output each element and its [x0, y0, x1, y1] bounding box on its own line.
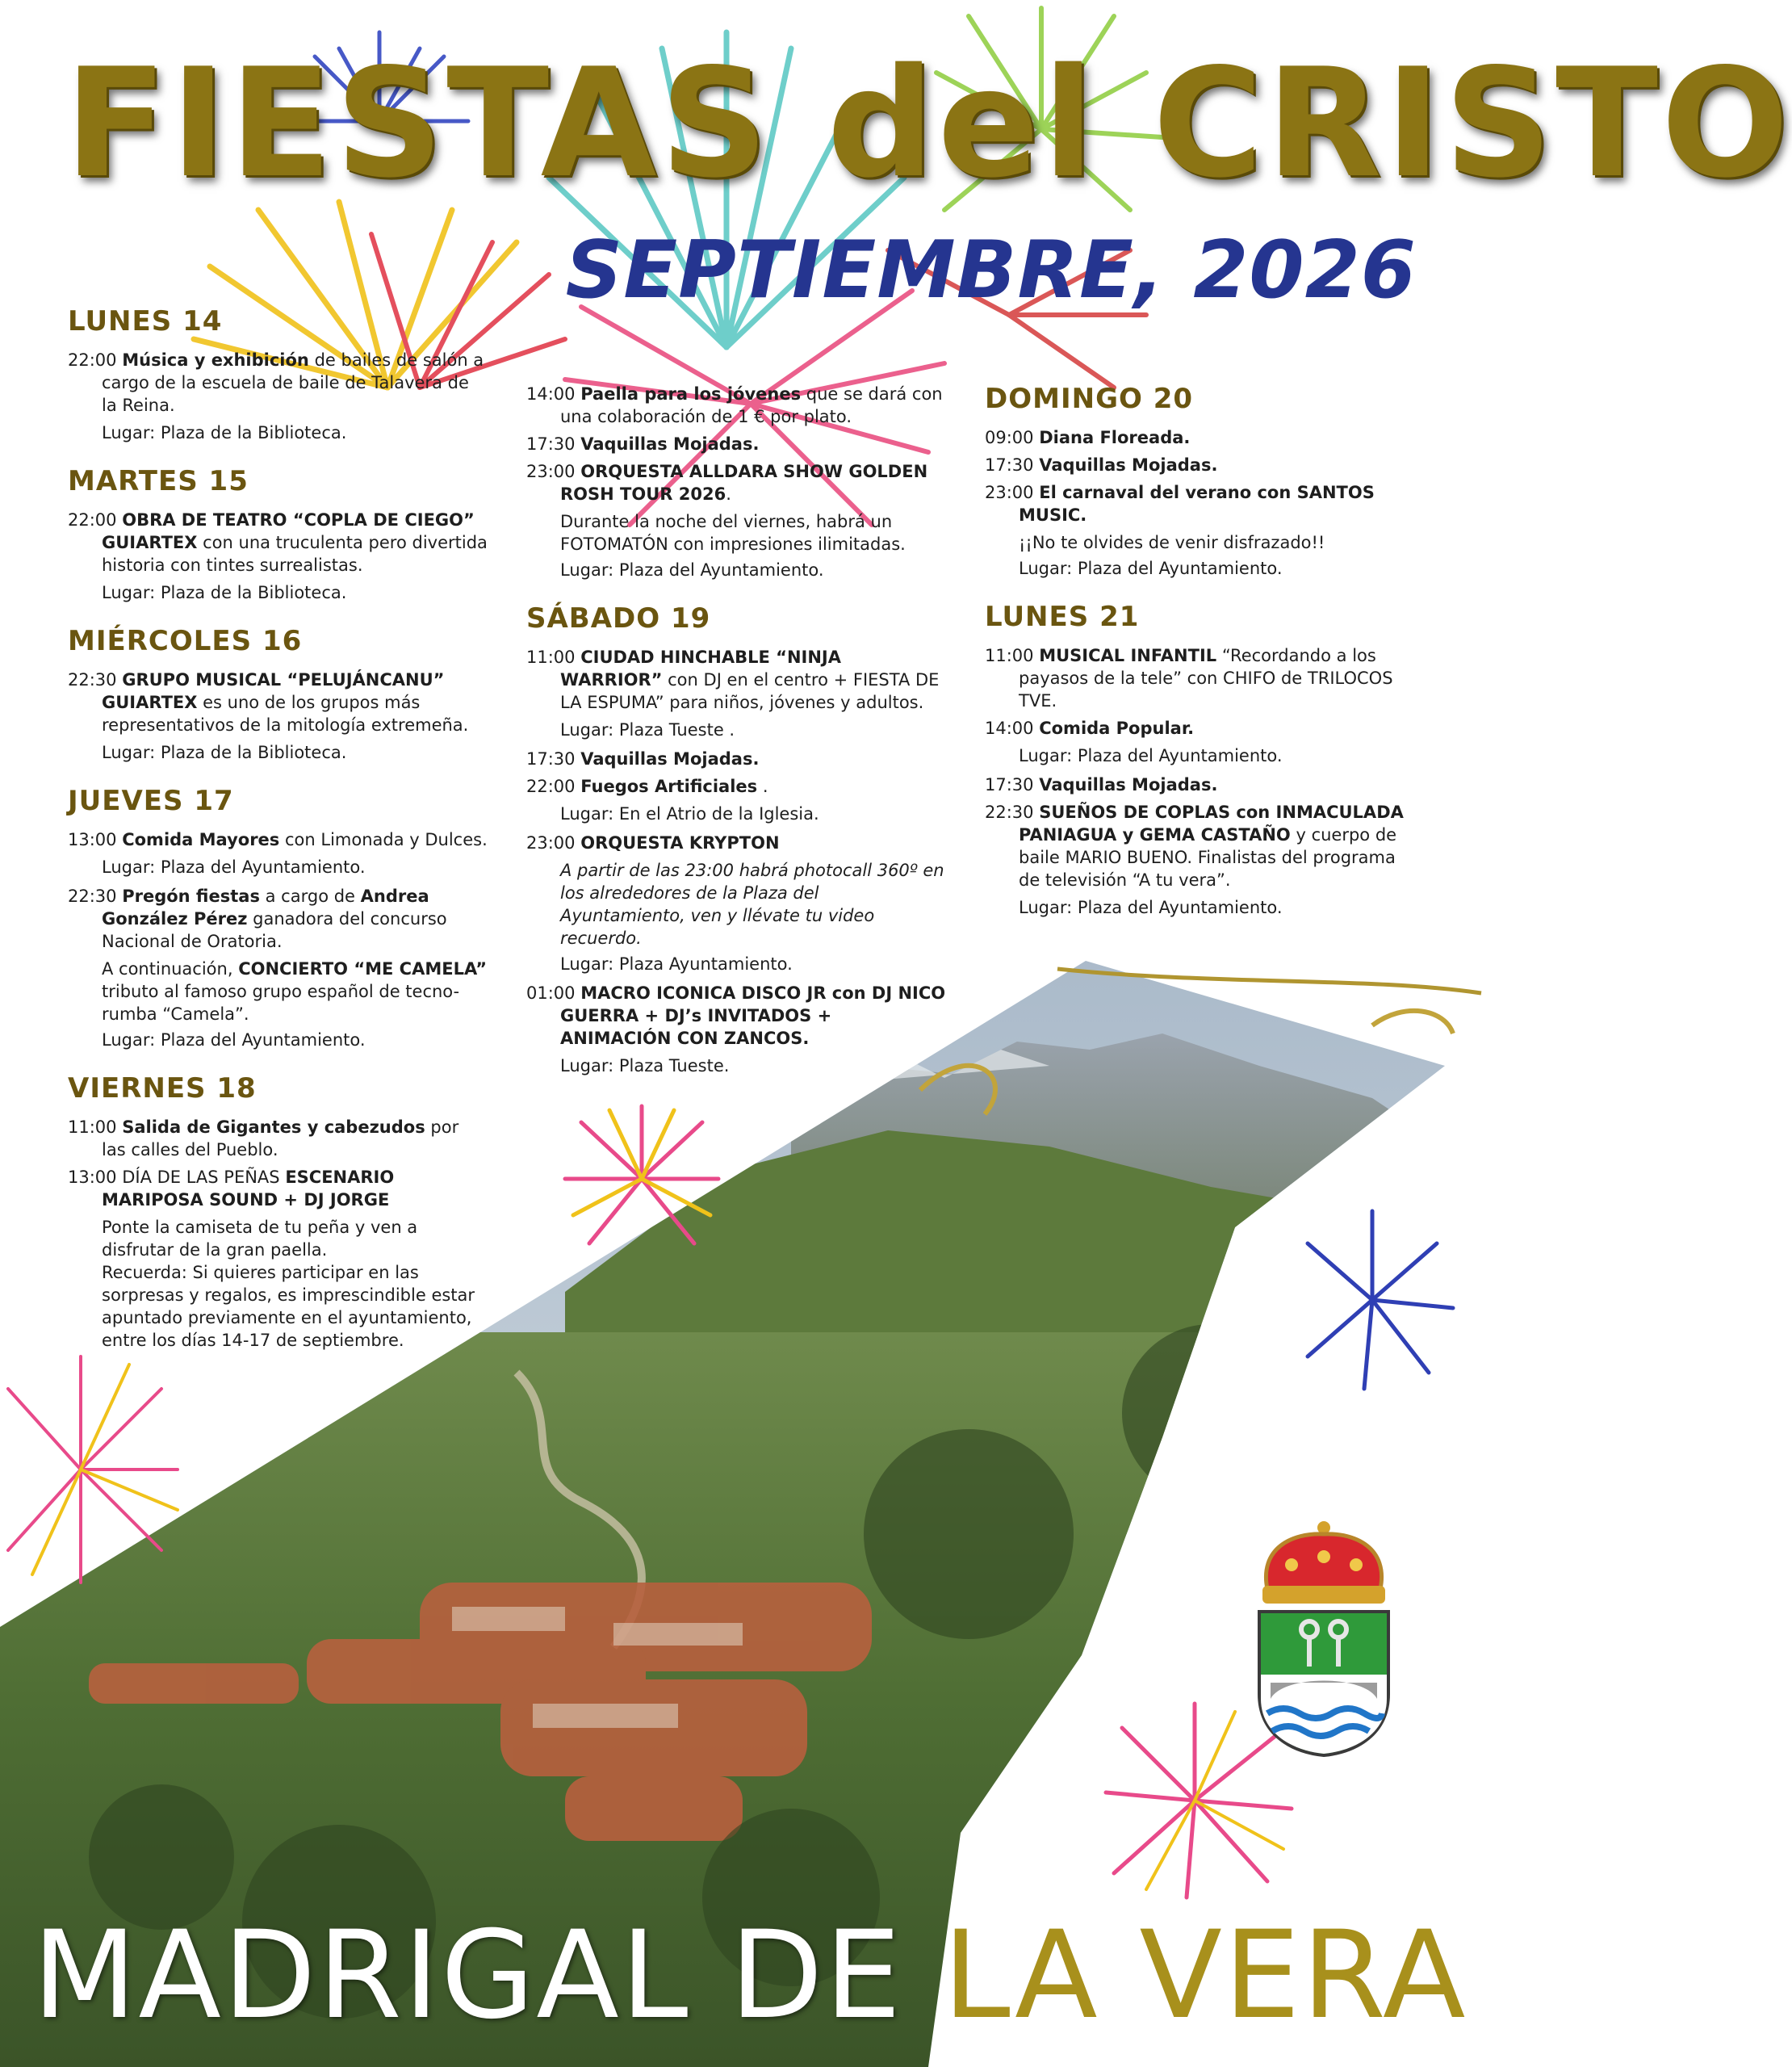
event-location: Lugar: Plaza del Ayuntamiento. — [102, 1030, 366, 1050]
fireworks-right — [1308, 1211, 1453, 1389]
event-item — [68, 828, 488, 851]
event-title: OBRA DE TEATRO “COPLA DE CIEGO” GUIARTEX — [102, 510, 475, 552]
event-title: Pregón fiestas — [122, 887, 260, 906]
event-time: 23:00 — [526, 462, 576, 481]
event-title: MACRO ICONICA DISCO JR con DJ NICO GUERRA + DJ’s INVITADOS + ANIMACIÓN CON ZANCOS. — [560, 983, 946, 1048]
event-location: Lugar: Plaza del Ayuntamiento. — [1019, 898, 1283, 917]
event-location: Lugar: Plaza del Ayuntamiento. — [102, 857, 366, 877]
event-speaker: Andrea González Pérez — [102, 887, 429, 929]
event-item — [68, 1166, 488, 1211]
event-title: GRUPO MUSICAL “PELUJÁNCANU” GUIARTEX — [102, 670, 445, 712]
event-text: . — [762, 777, 768, 796]
event-time: 17:30 — [985, 455, 1034, 475]
event-text: ganadora del concurso Nacional de Oratoria. — [102, 909, 447, 951]
event-time: 09:00 — [985, 428, 1034, 447]
event-time: 22:00 — [68, 350, 117, 370]
event-item — [526, 748, 946, 770]
event-time: 17:30 — [985, 775, 1034, 795]
event-time: 22:30 — [985, 803, 1034, 822]
schedule-column-3 — [985, 383, 1421, 925]
town-name — [32, 1906, 1468, 2046]
event-detail: Recuerda: Si quieres participar en las sorpresas y regalos, es imprescindible estar apuntado previamente en el ayuntamiento, entre los días 14-17 de septiembre. — [102, 1263, 475, 1350]
event-item — [526, 433, 946, 455]
event-location: Lugar: Plaza de la Biblioteca. — [102, 583, 347, 602]
event-title: Paella para los jóvenes — [580, 384, 802, 404]
event-item — [985, 644, 1421, 712]
event-title: Vaquillas Mojadas. — [580, 434, 760, 454]
event-title: Comida Popular. — [1039, 719, 1195, 738]
event-detail: A partir de las 23:00 habrá photocall 360º en los alrededores de la Plaza del Ayuntamiento, ven y llévate tu video recuerdo. — [560, 861, 944, 948]
event-title: Música y exhibición — [122, 350, 309, 370]
coat-of-arms-icon — [1243, 1516, 1405, 1759]
event-text: a cargo de — [265, 887, 355, 906]
event-title: CONCIERTO “ME CAMELA” — [238, 959, 488, 979]
event-title: ESCENARIO MARIPOSA SOUND + DJ JORGE — [102, 1168, 395, 1210]
event-title: MUSICAL INFANTIL — [1039, 646, 1217, 665]
event-detail: Ponte la camiseta de tu peña y ven a disfrutar de la gran paella. — [102, 1218, 418, 1260]
event-title: Vaquillas Mojadas. — [1039, 775, 1218, 795]
event-detail: Durante la noche del viernes, habrá un FOTOMATÓN con impresiones ilimitadas. — [560, 512, 906, 554]
event-title: ORQUESTA KRYPTON — [580, 833, 780, 853]
event-title: Diana Floreada. — [1039, 428, 1191, 447]
event-item — [526, 982, 946, 1050]
event-text: por las calles del Pueblo. — [102, 1117, 459, 1159]
event-item — [985, 426, 1421, 449]
event-item — [985, 481, 1421, 526]
event-text: “Recordando a los payasos de la tele” con CHIFO de TRILOCOS TVE. — [1019, 646, 1393, 711]
poster-subtitle: SEPTIEMBRE, 2026 — [565, 224, 1417, 317]
event-time: 17:30 — [526, 434, 576, 454]
event-item — [526, 646, 946, 714]
day-heading-martes-15: MARTES 15 — [68, 465, 249, 497]
event-text: con DJ en el centro + FIESTA DE LA ESPUMA” para niños, jóvenes y adultos. — [560, 670, 940, 712]
town-name-white: MADRIGAL DE — [32, 1906, 944, 2046]
event-location: Lugar: Plaza del Ayuntamiento. — [1019, 746, 1283, 765]
event-location: Lugar: Plaza de la Biblioteca. — [102, 423, 347, 442]
event-title: Comida Mayores — [122, 830, 280, 849]
event-item — [68, 885, 488, 953]
event-text: con Limonada y Dulces. — [284, 830, 488, 849]
event-time: 11:00 — [985, 646, 1034, 665]
event-item — [526, 775, 946, 798]
event-item — [526, 832, 946, 854]
event-location: Lugar: Plaza Ayuntamiento. — [560, 954, 793, 974]
day-heading-lunes-14: LUNES 14 — [68, 305, 223, 338]
day-heading-miercoles-16: MIÉRCOLES 16 — [68, 625, 303, 657]
event-item — [68, 509, 488, 576]
event-text: con una truculenta pero divertida historia con tintes surrealistas. — [102, 533, 488, 575]
event-text: que se dará con una colaboración de 1 € por plato. — [560, 384, 943, 426]
event-item — [526, 383, 946, 428]
event-item — [68, 349, 488, 417]
event-title: Fuegos Artificiales — [580, 777, 758, 796]
event-text: A continuación, — [102, 959, 233, 979]
event-location: Lugar: Plaza Tueste . — [560, 720, 735, 740]
event-title: Salida de Gigantes y cabezudos — [122, 1117, 425, 1137]
event-time: 23:00 — [985, 483, 1034, 502]
event-item — [985, 454, 1421, 476]
event-item — [68, 669, 488, 736]
day-heading-sabado-19: SÁBADO 19 — [526, 602, 711, 635]
event-time: 13:00 — [68, 1168, 117, 1187]
event-time: 11:00 — [526, 648, 576, 667]
event-item — [68, 1116, 488, 1161]
schedule-column-1 — [68, 305, 488, 1352]
day-heading-lunes-21: LUNES 21 — [985, 601, 1140, 633]
event-location: Lugar: Plaza Tueste. — [560, 1056, 730, 1075]
event-title: ORQUESTA ALLDARA SHOW GOLDEN ROSH TOUR 2026 — [560, 462, 928, 504]
event-title: El carnaval del verano con SANTOS MUSIC. — [1019, 483, 1375, 525]
event-title: Vaquillas Mojadas. — [1039, 455, 1218, 475]
day-heading-viernes-18: VIERNES 18 — [68, 1072, 257, 1105]
schedule-column-2 — [526, 383, 946, 1084]
event-time: 17:30 — [526, 749, 576, 769]
event-time: 22:30 — [68, 670, 117, 690]
event-item — [985, 801, 1421, 891]
event-location: Lugar: En el Atrio de la Iglesia. — [560, 804, 819, 824]
event-detail — [68, 958, 488, 1025]
event-text: . — [726, 484, 731, 504]
event-time: 23:00 — [526, 833, 576, 853]
event-location: Lugar: Plaza de la Biblioteca. — [102, 743, 347, 762]
event-text: es uno de los grupos más representativos de la mitología extremeña. — [102, 693, 469, 735]
event-title: Vaquillas Mojadas. — [580, 749, 760, 769]
event-text: de bailes de salón a cargo de la escuela de baile de Talavera de la Reina. — [102, 350, 484, 415]
event-time: 14:00 — [526, 384, 576, 404]
event-time: 13:00 — [68, 830, 117, 849]
event-time: 22:00 — [68, 510, 117, 530]
event-location: Lugar: Plaza del Ayuntamiento. — [560, 560, 824, 580]
poster-title: FIESTAS del CRISTO — [65, 36, 1792, 211]
event-title: SUEÑOS DE COPLAS con INMACULADA PANIAGUA y GEMA CASTAÑO — [1019, 803, 1404, 845]
event-text: DÍA DE LAS PEÑAS — [122, 1168, 280, 1187]
day-heading-domingo-20: DOMINGO 20 — [985, 383, 1194, 415]
event-time: 01:00 — [526, 983, 576, 1003]
event-time: 11:00 — [68, 1117, 117, 1137]
event-time: 22:00 — [526, 777, 576, 796]
event-time: 22:30 — [68, 887, 117, 906]
event-time: 14:00 — [985, 719, 1034, 738]
event-detail: ¡¡No te olvides de venir disfrazado!! — [1019, 533, 1325, 552]
event-title: CIUDAD HINCHABLE “NINJA WARRIOR” — [560, 648, 842, 690]
event-location: Lugar: Plaza del Ayuntamiento. — [1019, 559, 1283, 578]
event-item — [526, 460, 946, 505]
day-heading-jueves-17: JUEVES 17 — [68, 785, 234, 817]
event-item — [985, 774, 1421, 796]
event-text: tributo al famoso grupo español de tecno-rumba “Camela”. — [102, 982, 460, 1024]
event-text: y cuerpo de baile MARIO BUENO. Finalistas del programa de televisión “A tu vera”. — [1019, 825, 1397, 890]
town-name-gold: LA VERA — [943, 1906, 1468, 2046]
event-item — [985, 717, 1421, 740]
